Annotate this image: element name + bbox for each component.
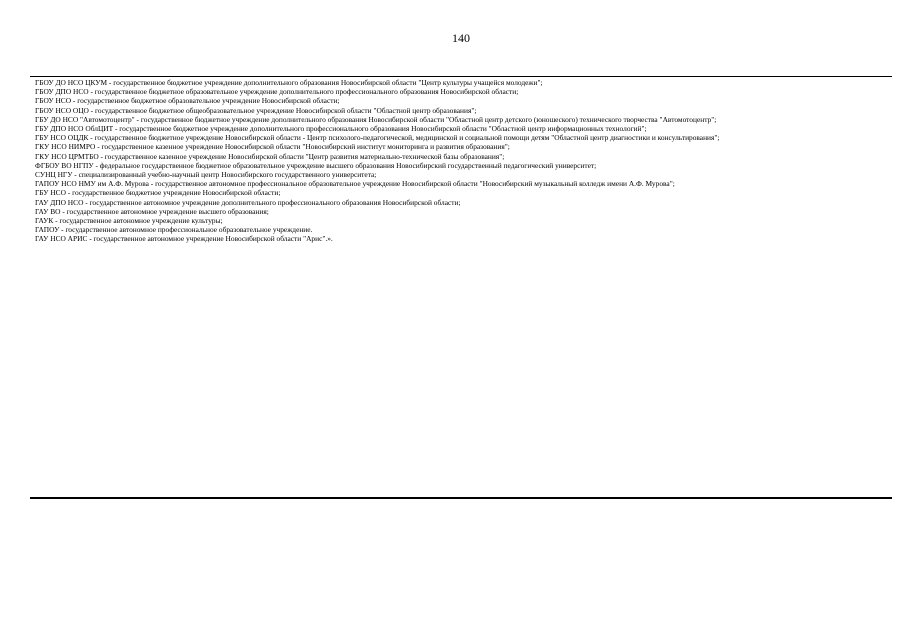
list-item: ГАУ ВО - государственное автономное учреждение высшего образования; [35,206,269,216]
list-item: ГАУ ДПО НСО - государственное автономное учреждение дополнительного профессионального образования Новосибирской области; [35,197,461,207]
list-item: СУНЦ НГУ - специализированный учебно-научный центр Новосибирского государственного университета; [35,170,377,180]
list-item: ГАУК - государственное автономное учреждение культуры; [35,216,223,226]
list-item: ГБОУ НСО ОЦО - государственное бюджетное общеобразовательное учреждение Новосибирской области "Областной центр образования"; [35,105,477,115]
list-item: ГАПОУ НСО НМУ им А.Ф. Мурова - государственное автономное профессиональное образовательное учреждение Новосибирской области "Новосибирский музыкальный колледж имени А.Ф. Мурова"; [35,179,675,189]
abbreviation-list [35,78,885,244]
list-item: ГАПОУ - государственное автономное профессиональное образовательное учреждение. [35,225,313,235]
list-item: ГБУ НСО ОЦДК - государственное бюджетное учреждение Новосибирской области - Центр психолого-педагогической, медицинской и социальной помощи детям "Областной центр диагностики и консультирования"; [35,133,720,143]
list-item: ФГБОУ ВО НГПУ - федеральное государственное бюджетное образовательное учреждение высшего образования Новосибирский государственный педагогический университет; [35,160,597,170]
header-rule [30,76,892,77]
list-item: ГБУ ДО НСО "Автомотоцентр" - государственное бюджетное учреждение дополнительного образования Новосибирской области "Областной центр детского (юношеского) технического творчества "Автомотоцентр"; [35,114,717,124]
list-item: ГАУ НСО АРИС - государственное автономное учреждение Новосибирской области "Арис".». [35,234,333,244]
list-item: ГБОУ ДО НСО ЦКУМ - государственное бюджетное учреждение дополнительного образования Новосибирской области "Центр культуры учащейся молодежи"; [35,78,543,87]
list-item: ГКУ НСО ЦРМТБО - государственное казенное учреждение Новосибирской области "Центр развития материально-технической базы образования"; [35,151,505,161]
list-item: ГБУ НСО - государственное бюджетное учреждение Новосибирской области; [35,188,281,198]
list-item: ГБОУ ДПО НСО - государственное бюджетное образовательное учреждение дополнительного профессионального образования Новосибирской области; [35,87,519,97]
list-item: ГКУ НСО НИМРО - государственное казенное учреждение Новосибирской области "Новосибирский институт мониторинга и развития образования"; [35,142,510,152]
page-number: 140 [452,31,470,45]
list-item: ГБОУ НСО - государственное бюджетное образовательное учреждение Новосибирской области; [35,96,340,106]
list-item: ГБУ ДПО НСО ОблЦИТ - государственное бюджетное учреждение дополнительного профессионального образования Новосибирской области "Областной центр информационных технологий"; [35,124,647,134]
footer-rule [30,497,892,499]
